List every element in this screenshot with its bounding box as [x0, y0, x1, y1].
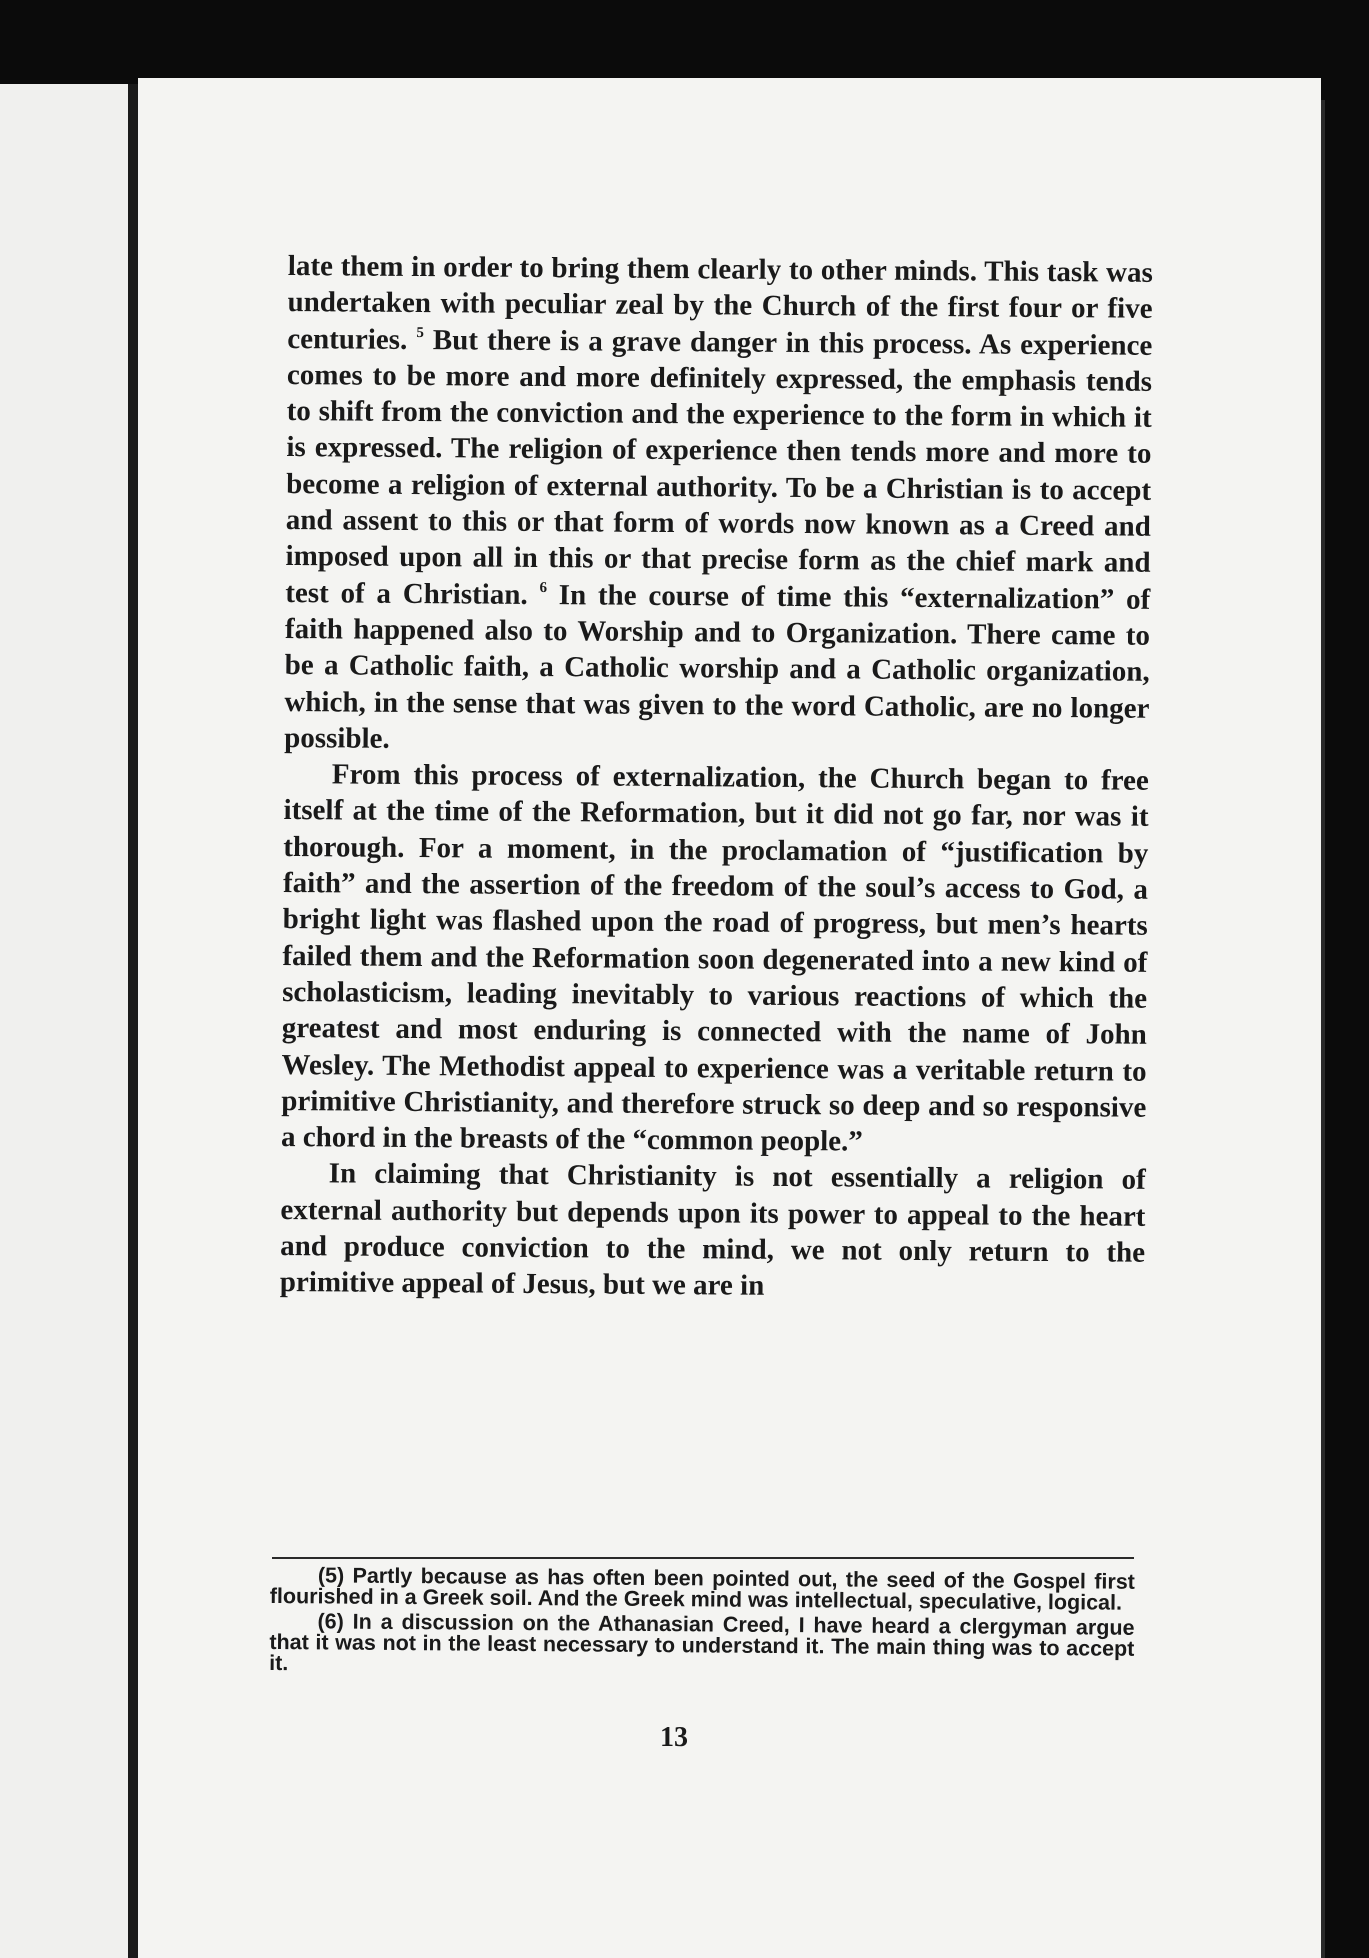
paragraph-2: From this process of externalization, the Church began to free itself at the time of the Reformation, but it did not go far, nor was it thorough. For a moment, in the proclamation of “justification by faith” and the assertion of the freedom of the soul’s access to God, a bright light was flashed upon the road of progress, but men’s hearts failed them and the Reformation soon degenerated into a new kind of scholasticism, leading inevitably to various reactions of which the greatest and most enduring is connected with the name of John Wesley. The Methodist appeal to experience was a veritable return to primitive Christianity, and therefore struck so deep and so responsive a chord in the breasts of the “common people.”	[280, 758, 1149, 1158]
paragraph-1-part-2: But there is a grave danger in this process. As experience comes to be more and more definitely expressed, the emphasis tends to shift from the conviction and the experience to the form in which it is expressed. The religion of experience then tends more and more to become a religion of external authority. To be a Christian is to accept and assent to this or that form of words now known as a Creed and imposed upon all in this or that precise form as the chief mark and test of a Christian.	[285, 323, 1153, 611]
page-number: 13	[660, 1722, 688, 1753]
footnote-ref-5: 5	[416, 324, 424, 341]
footnote-mark: (5)	[317, 1563, 345, 1588]
footnote-6	[269, 1611, 1134, 1681]
paragraph-3: In claiming that Christianity is not essentially a religion of external authority but depends upon its power to appeal to the heart and produce conviction to the mind, we not only return to the primitive appeal of Jesus, but we are in	[279, 1157, 1146, 1303]
footnote-text: Partly because as has often been pointed out, the seed of the Gospel first flourished in a Greek soil. And the Greek mind was intellectual, speculative, logical.	[269, 1563, 1135, 1615]
paragraph-1-part-3: In the course of time this “externalization” of faith happened also to Worship and to Organization. There came to be a Catholic faith, a Catholic worship and a Catholic organization, which, in the sense that was given to the word Catholic, are no longer possible.	[284, 578, 1151, 755]
footnote-5	[270, 1565, 1135, 1614]
footnotes	[269, 1565, 1135, 1685]
body-text	[280, 248, 1153, 1307]
facing-page-edge	[0, 84, 128, 1958]
footnote-mark: (6)	[317, 1609, 344, 1634]
footnote-text: In a discussion on the Athanasian Creed, I have heard a clergyman argue that it was not in the least necessary to understand it. The main thing was to accept it.	[269, 1609, 1135, 1676]
footnote-divider	[272, 1557, 1134, 1559]
paragraph-1	[284, 248, 1153, 763]
paragraph-1-part-1: late them in order to bring them clearly to other minds. This task was undertaken with peculiar zeal by the Church of the first four or five centuries.	[287, 249, 1153, 356]
page-edge-shadow	[1321, 100, 1325, 1958]
book-gutter	[128, 84, 138, 1958]
footnote-ref-6: 6	[539, 579, 548, 596]
